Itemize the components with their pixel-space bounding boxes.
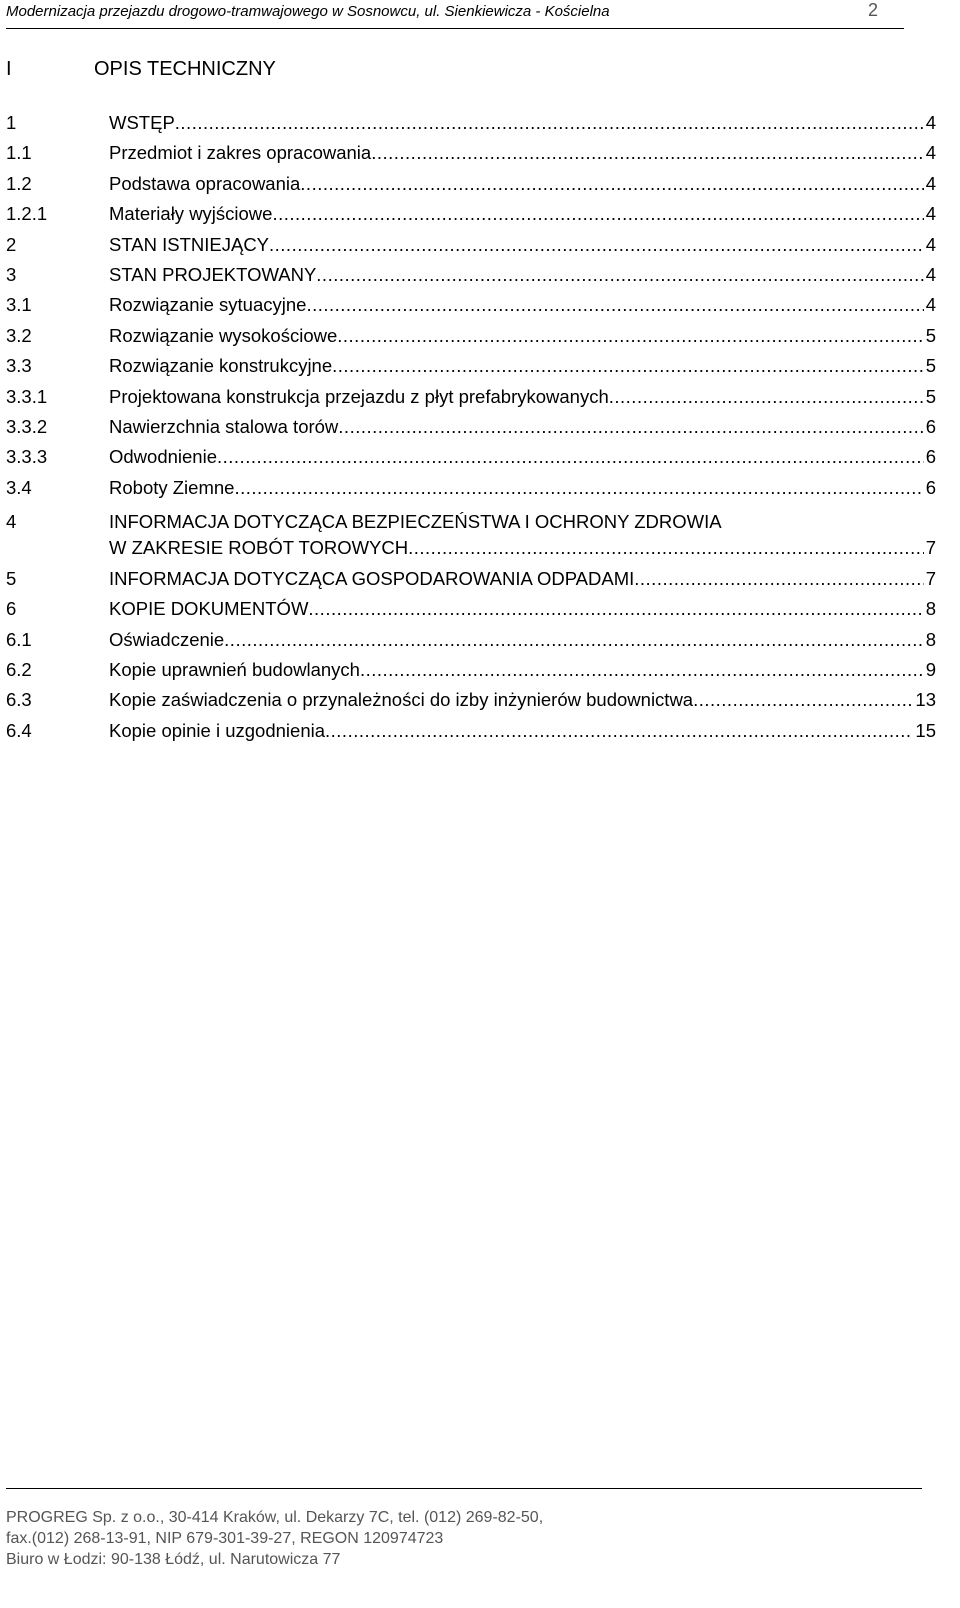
toc-entry-number: 6.3 (6, 689, 32, 711)
toc-entry-page: 4 (925, 142, 936, 164)
toc-entry-page: 4 (925, 263, 936, 285)
footer-registry-line: fax.(012) 268-13-91, NIP 679-301-39-27, REGON 120974723 (6, 1530, 444, 1547)
toc-entry[interactable] (6, 386, 960, 416)
toc-entry-page: 8 (925, 628, 936, 650)
toc-entry-number: 6.2 (6, 659, 32, 681)
toc-entry-number: 1 (6, 112, 17, 133)
toc-entry-number: 3.4 (6, 476, 32, 498)
toc-entry-number: 1.2 (6, 172, 32, 194)
toc-entry[interactable] (6, 173, 960, 203)
toc-entry-number: 3.2 (6, 324, 32, 346)
toc-entry-number: 3.3 (6, 355, 32, 377)
toc-leader-dots (306, 294, 923, 316)
footer-office-line: Biuro w Łodzi: 90-138 Łódź, ul. Narutowicza 77 (6, 1551, 341, 1568)
toc-entry-number: 6.1 (6, 628, 32, 650)
toc-leader-dots (693, 689, 913, 711)
toc-entry[interactable] (6, 507, 960, 568)
toc-entry-page: 4 (925, 112, 936, 133)
toc-entry-number: 3.1 (6, 294, 32, 316)
toc-entry[interactable] (6, 568, 960, 598)
toc-entry-number: 6.4 (6, 719, 32, 741)
toc-entry-label: WSTĘP (109, 112, 175, 133)
document-title: Modernizacja przejazdu drogowo-tramwajowego w Sosnowcu, ul. Sienkiewicza - Kościelna (6, 3, 610, 20)
toc-entry-label: Rozwiązanie sytuacyjne (109, 294, 307, 316)
toc-entry-number: 1.1 (6, 142, 32, 164)
toc-entry-page: 6 (925, 476, 936, 498)
toc-leader-dots (609, 386, 924, 408)
toc-leader-dots (371, 142, 924, 164)
toc-entry-label-continued: W ZAKRESIE ROBÓT TOROWYCH (109, 537, 409, 559)
toc-entry[interactable] (6, 720, 960, 750)
toc-entry-label: Odwodnienie (109, 446, 217, 468)
toc-entry-label: Rozwiązanie konstrukcyjne (109, 355, 333, 377)
toc-entry[interactable] (6, 234, 960, 264)
toc-entry-page: 9 (925, 659, 936, 681)
section-number: I (6, 58, 12, 80)
footer-company-line: PROGREG Sp. z o.o., 30-414 Kraków, ul. Dekarzy 7C, tel. (012) 269-82-50, (6, 1509, 544, 1526)
toc-leader-dots (272, 203, 923, 225)
toc-entry-label: Kopie uprawnień budowlanych (109, 659, 360, 681)
toc-entry[interactable] (6, 446, 960, 476)
toc-entry-label: Roboty Ziemne (109, 476, 235, 498)
toc-leader-dots (338, 416, 923, 438)
section-heading (6, 58, 276, 81)
toc-entry[interactable] (6, 142, 960, 172)
section-title: OPIS TECHNICZNY (94, 58, 276, 80)
toc-entry[interactable] (6, 689, 960, 719)
toc-entry-label: Przedmiot i zakres opracowania (109, 142, 372, 164)
toc-entry[interactable] (6, 629, 960, 659)
toc-leader-dots (269, 234, 924, 256)
toc-entry[interactable] (6, 477, 960, 507)
toc-leader-dots (332, 355, 924, 377)
toc-entry-label: Rozwiązanie wysokościowe (109, 324, 338, 346)
toc-leader-dots (217, 446, 924, 468)
toc-entry-label: STAN ISTNIEJĄCY (109, 233, 270, 255)
toc-leader-dots (360, 659, 924, 681)
toc-entry-page: 4 (925, 172, 936, 194)
toc-leader-dots (300, 173, 923, 195)
toc-entry-number: 2 (6, 233, 17, 255)
toc-leader-dots (325, 720, 913, 742)
toc-entry-label: Kopie opinie i uzgodnienia (109, 719, 326, 741)
toc-entry-label: INFORMACJA DOTYCZĄCA BEZPIECZEŃSTWA I OCHRONY ZDROWIA (109, 511, 722, 533)
page-header (6, 0, 904, 29)
toc-entry[interactable] (6, 325, 960, 355)
toc-entry[interactable] (6, 355, 960, 385)
toc-leader-dots (175, 112, 924, 134)
toc-entry-number: 3.3.2 (6, 415, 48, 437)
toc-entry-number: 5 (6, 567, 17, 589)
toc-leader-dots (634, 568, 923, 590)
toc-entry-label: Nawierzchnia stalowa torów (109, 415, 339, 437)
toc-leader-dots (234, 477, 923, 499)
toc-leader-dots (337, 325, 923, 347)
toc-entry[interactable] (6, 112, 960, 142)
toc-leader-dots (308, 598, 923, 620)
page-footer (6, 1488, 922, 1570)
toc-entry-label: INFORMACJA DOTYCZĄCA GOSPODAROWANIA ODPADAMI (109, 567, 635, 589)
toc-leader-dots (408, 537, 924, 559)
toc-entry-page: 8 (925, 598, 936, 620)
toc-entry-number: 3.3.1 (6, 385, 48, 407)
toc-entry-number: 3.3.3 (6, 446, 48, 468)
toc-entry-label: Materiały wyjściowe (109, 203, 273, 225)
toc-entry-label: Oświadczenie (109, 628, 225, 650)
toc-entry-page: 15 (915, 719, 936, 741)
toc-entry[interactable] (6, 203, 960, 233)
toc-entry-label: Kopie zaświadczenia o przynależności do izby inżynierów budownictwa (109, 689, 694, 711)
toc-entry-page: 6 (925, 446, 936, 468)
toc-entry-label: STAN PROJEKTOWANY (109, 263, 317, 285)
toc-leader-dots (224, 629, 924, 651)
toc-entry[interactable] (6, 416, 960, 446)
toc-entry[interactable] (6, 294, 960, 324)
toc-entry-page: 5 (925, 385, 936, 407)
toc-entry[interactable] (6, 264, 960, 294)
toc-entry-number: 6 (6, 598, 17, 620)
toc-entry-page: 6 (925, 415, 936, 437)
toc-entry-page: 4 (925, 203, 936, 225)
toc-entry-page: 5 (925, 355, 936, 377)
toc-entry-label: Podstawa opracowania (109, 172, 301, 194)
toc-entry-page: 4 (925, 294, 936, 316)
toc-entry[interactable] (6, 598, 960, 628)
toc-entry-number: 3 (6, 263, 17, 285)
toc-entry[interactable] (6, 659, 960, 689)
toc-entry-page: 13 (915, 689, 936, 711)
toc-entry-page: 7 (925, 567, 936, 589)
toc-leader-dots (316, 264, 923, 286)
toc-entry-page: 5 (925, 324, 936, 346)
page-number: 2 (867, 0, 878, 20)
toc-entry-label: KOPIE DOKUMENTÓW (109, 598, 309, 620)
toc-entry-number: 4 (6, 511, 17, 533)
toc-entry-page: 7 (925, 537, 936, 559)
toc-entry-label: Projektowana konstrukcja przejazdu z płyt prefabrykowanych (109, 385, 609, 407)
table-of-contents (6, 112, 960, 750)
toc-entry-page: 4 (925, 233, 936, 255)
toc-entry-number: 1.2.1 (6, 203, 48, 225)
